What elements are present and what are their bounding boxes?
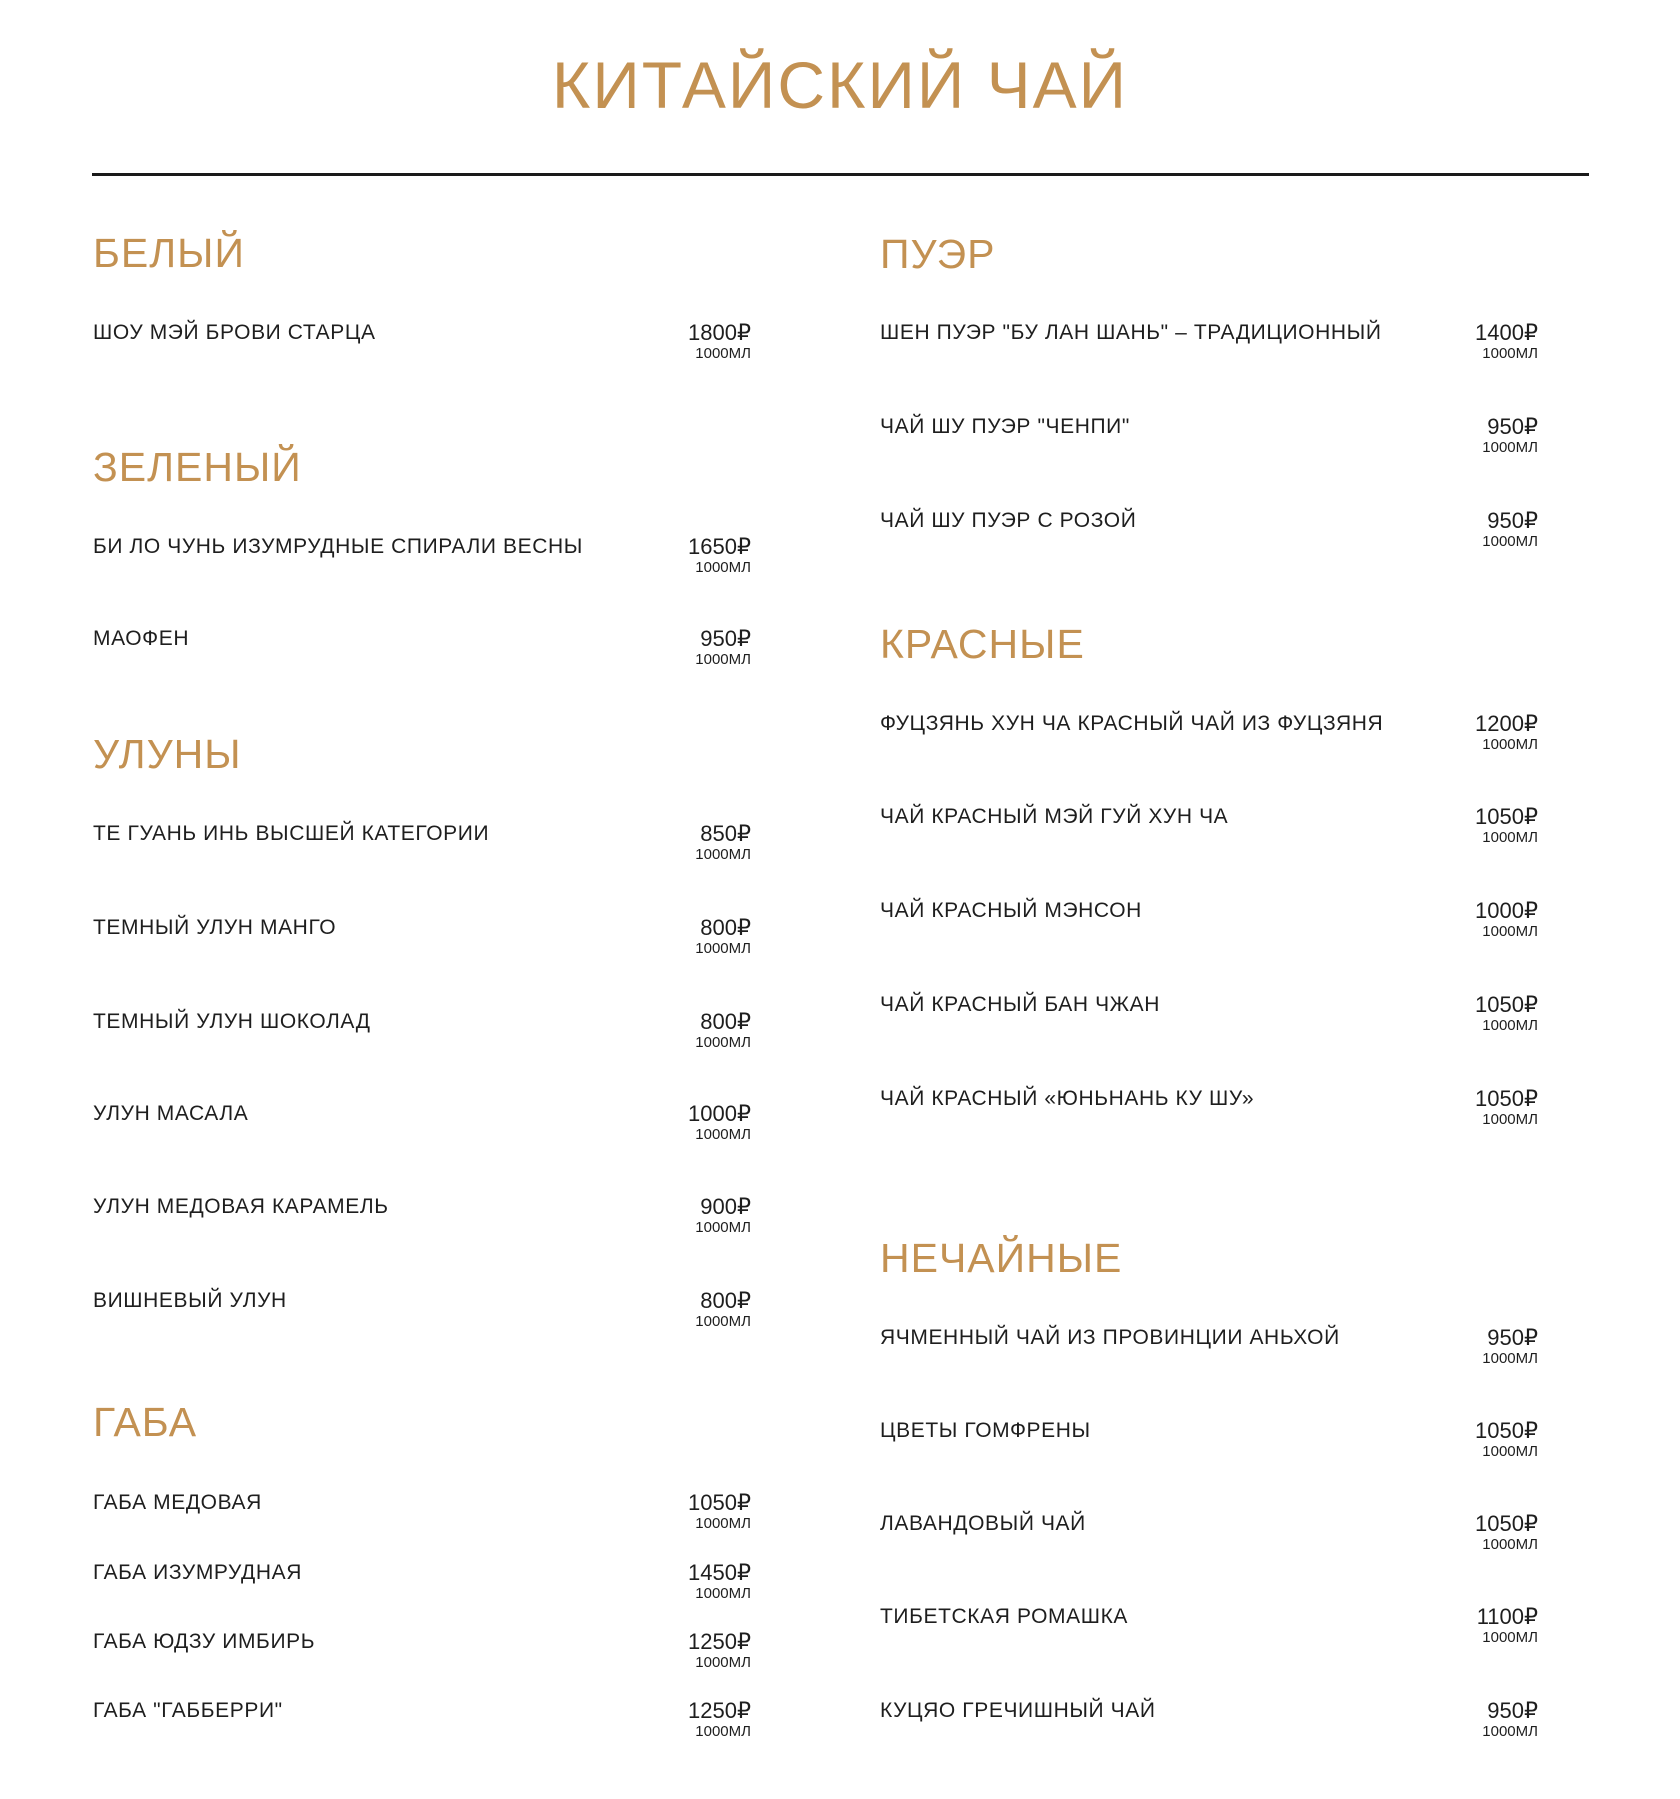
item-name: ЧАЙ КРАСНЫЙ БАН ЧЖАН [880,993,1161,1016]
menu-item [93,823,751,873]
item-name: ТИБЕТСКАЯ РОМАШКА [880,1605,1129,1628]
item-price: 850₽ [700,821,751,846]
item-price: 800₽ [700,1009,751,1034]
menu-item [880,510,1538,560]
item-volume: 1000МЛ [695,651,751,668]
menu-item [880,1700,1538,1750]
section-title: УЛУНЫ [93,731,242,777]
item-volume: 1000МЛ [1482,1017,1538,1034]
menu-item [880,713,1538,763]
item-volume: 1000МЛ [1482,1111,1538,1128]
item-name: УЛУН МЕДОВАЯ КАРАМЕЛЬ [93,1195,389,1218]
item-volume: 1000МЛ [695,846,751,863]
section-title: ЗЕЛЕНЫЙ [93,444,302,490]
item-name: КУЦЯО ГРЕЧИШНЫЙ ЧАЙ [880,1699,1156,1722]
item-volume: 1000МЛ [1482,1723,1538,1740]
item-price: 950₽ [1487,508,1538,533]
item-volume: 1000МЛ [1482,533,1538,550]
item-name: ТЕМНЫЙ УЛУН МАНГО [93,916,337,939]
menu-item [93,1700,751,1750]
item-volume: 1000МЛ [1482,1443,1538,1460]
item-price: 950₽ [1487,1698,1538,1723]
item-volume: 1000МЛ [1482,829,1538,846]
item-volume: 1000МЛ [1482,1350,1538,1367]
item-price: 800₽ [700,915,751,940]
section-title: БЕЛЫЙ [93,230,245,276]
section-title: НЕЧАЙНЫЕ [880,1235,1123,1281]
item-volume: 1000МЛ [695,1126,751,1143]
item-price: 1050₽ [1475,992,1538,1017]
item-volume: 1000МЛ [1482,736,1538,753]
item-name: БИ ЛО ЧУНЬ ИЗУМРУДНЫЕ СПИРАЛИ ВЕСНЫ [93,535,583,558]
item-volume: 1000МЛ [695,345,751,362]
item-name: ТЕМНЫЙ УЛУН ШОКОЛАД [93,1010,371,1033]
item-name: МАОФЕН [93,627,190,650]
item-price: 1400₽ [1475,320,1538,345]
item-name: УЛУН МАСАЛА [93,1102,249,1125]
page-title: КИТАЙСКИЙ ЧАЙ [551,48,1129,122]
item-volume: 1000МЛ [1482,1536,1538,1553]
item-price: 1050₽ [1475,804,1538,829]
item-name: ЧАЙ ШУ ПУЭР С РОЗОЙ [880,509,1137,532]
section-title: ГАБА [93,1399,198,1445]
item-price: 1000₽ [688,1101,751,1126]
item-name: ГАБА ИЗУМРУДНАЯ [93,1561,303,1584]
item-volume: 1000МЛ [695,559,751,576]
item-price: 900₽ [700,1194,751,1219]
menu-item [93,1290,751,1340]
item-volume: 1000МЛ [1482,1629,1538,1646]
item-price: 1250₽ [688,1698,751,1723]
item-price: 1450₽ [688,1560,751,1585]
item-price: 1100₽ [1476,1604,1538,1629]
menu-item [880,806,1538,856]
menu-item [880,1606,1538,1656]
item-name: ГАБА МЕДОВАЯ [93,1491,262,1514]
menu-item [93,536,751,586]
menu-item [880,1327,1538,1377]
item-volume: 1000МЛ [1482,345,1538,362]
menu-item [880,322,1538,372]
menu-item [93,1631,751,1681]
menu-item [880,1088,1538,1138]
item-price: 1050₽ [1475,1418,1538,1443]
item-volume: 1000МЛ [695,1219,751,1236]
item-price: 1650₽ [688,534,751,559]
item-name: ШЕН ПУЭР "БУ ЛАН ШАНЬ" – ТРАДИЦИОННЫЙ [880,321,1382,344]
item-price: 1050₽ [1475,1086,1538,1111]
item-name: ЛАВАНДОВЫЙ ЧАЙ [880,1512,1086,1535]
item-volume: 1000МЛ [695,1723,751,1740]
item-volume: 1000МЛ [695,1585,751,1602]
item-price: 1050₽ [1475,1511,1538,1536]
menu-item [93,1196,751,1246]
item-price: 1000₽ [1475,898,1538,923]
menu-item [93,1562,751,1612]
item-price: 1800₽ [688,320,751,345]
menu-item [93,1492,751,1542]
item-price: 1200₽ [1475,711,1538,736]
item-name: ТЕ ГУАНЬ ИНЬ ВЫСШЕЙ КАТЕГОРИИ [93,822,490,845]
title-divider [92,173,1589,176]
item-price: 950₽ [1487,1325,1538,1350]
item-name: ЧАЙ ШУ ПУЭР "ЧЕНПИ" [880,415,1130,438]
menu-item [880,900,1538,950]
section-title: КРАСНЫЕ [880,621,1085,667]
menu-item [93,1103,751,1153]
section-title: ПУЭР [880,231,996,277]
item-name: ЧАЙ КРАСНЫЙ «ЮНЬНАНЬ КУ ШУ» [880,1087,1255,1110]
item-volume: 1000МЛ [695,1034,751,1051]
menu-item [93,917,751,967]
item-name: ЦВЕТЫ ГОМФРЕНЫ [880,1419,1091,1442]
item-price: 1050₽ [688,1490,751,1515]
item-price: 1250₽ [688,1629,751,1654]
menu-item [880,1513,1538,1563]
menu-item [93,322,751,372]
item-volume: 1000МЛ [1482,923,1538,940]
item-name: ШОУ МЭЙ БРОВИ СТАРЦА [93,321,376,344]
item-volume: 1000МЛ [695,1313,751,1330]
item-name: ФУЦЗЯНЬ ХУН ЧА КРАСНЫЙ ЧАЙ ИЗ ФУЦЗЯНЯ [880,712,1384,735]
item-price: 800₽ [700,1288,751,1313]
item-name: ЯЧМЕННЫЙ ЧАЙ ИЗ ПРОВИНЦИИ АНЬХОЙ [880,1326,1340,1349]
menu-item [880,416,1538,466]
item-name: ГАБА "ГАББЕРРИ" [93,1699,283,1722]
item-name: ВИШНЕВЫЙ УЛУН [93,1289,287,1312]
item-volume: 1000МЛ [695,940,751,957]
menu-item [880,1420,1538,1470]
item-name: ГАБА ЮДЗУ ИМБИРЬ [93,1630,316,1653]
item-volume: 1000МЛ [695,1654,751,1671]
item-name: ЧАЙ КРАСНЫЙ МЭНСОН [880,899,1142,922]
item-name: ЧАЙ КРАСНЫЙ МЭЙ ГУЙ ХУН ЧА [880,805,1229,828]
item-volume: 1000МЛ [695,1515,751,1532]
menu-item [93,628,751,678]
menu-item [93,1011,751,1061]
item-volume: 1000МЛ [1482,439,1538,456]
menu-item [880,994,1538,1044]
item-price: 950₽ [1487,414,1538,439]
item-price: 950₽ [700,626,751,651]
